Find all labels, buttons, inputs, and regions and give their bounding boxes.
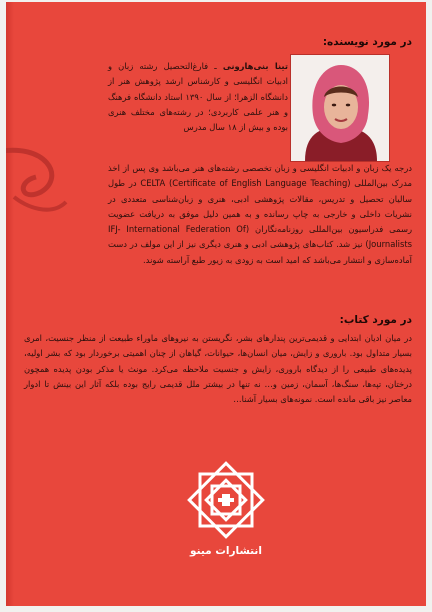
author-name: تینا بنی‌هارونی: [222, 61, 288, 71]
back-cover: [6, 2, 426, 606]
spine-shadow: [6, 2, 14, 606]
author-bio-intro-text: ـ فارغ‌التحصیل رشته زبان و ادبیات انگلیسی و کارشناس ارشد پژوهش هنر از دانشگاه الزهرا؛ از سال ۱۳۹۰ استاد دانشگاه فرهنگ و هنر علمی کاربردی؛ در رشته‌های مختلف هنری بوده و بیش از ۱۸ سال مدرس: [108, 61, 288, 133]
author-photo: [290, 54, 390, 162]
author-heading: در مورد نویسنده:: [322, 36, 412, 48]
author-bio-intro: [108, 59, 288, 135]
publisher-logo-icon: [184, 458, 268, 542]
author-bio-rest: درجه یک زبان و ادبیات انگلیسی و زبان تخصصی رشته‌های هنر می‌باشد وی پس از اخذ مدرک بین‌المللی CELTA (Certificate of English Language Teaching) در طول سالیان تحصیل و تدریس، مقالات پژوهشی ادبی، هنری و زبان‌شناسی متعددی در نشریات داخلی و خارجی به چاپ رسانده و به همین دلیل موفق به دریافت عضویت رسمی فدراسیون بین‌المللی روزنامه‌نگاران (IFJ- International Federation Of Journalists) نیز شد. کتاب‌های پژوهشی ادبی و هنری دیگری نیز از این مولف در دست آماده‌سازی و انتشار می‌باشد که امید است به زودی به زیور طبع آراسته شوند.: [108, 163, 413, 265]
book-description: در میان ادیان ابتدایی و قدیمی‌ترین پندارهای بشر، نگریستن به نیروهای ماوراء طبیعت از منظر جنسیت، امری بسیار متداول بود. باروری و زایش، میان انسان‌ها، حیوانات، گیاهان از چنان اهمیتی برخوردار بود که بشر اولیه، پدیده‌های طبیعی را از دیدگاه باروری، زایش و جنسیت ملاحظه می‌کرد. مونث یا مذکر بودن پدیده همچون درختان، تپه‌ها، سنگ‌ها، آسمان، زمین و… نه تنها در بیشتر ملل قدیمی رایج بوده بلکه آثار این بینش تا ادوار معاصر نیز باقی مانده است. نمونه‌های بسیار آشنا…: [24, 333, 412, 405]
book-heading: در مورد کتاب:: [339, 314, 412, 326]
publisher-name: انتشارات مینو: [190, 545, 262, 557]
